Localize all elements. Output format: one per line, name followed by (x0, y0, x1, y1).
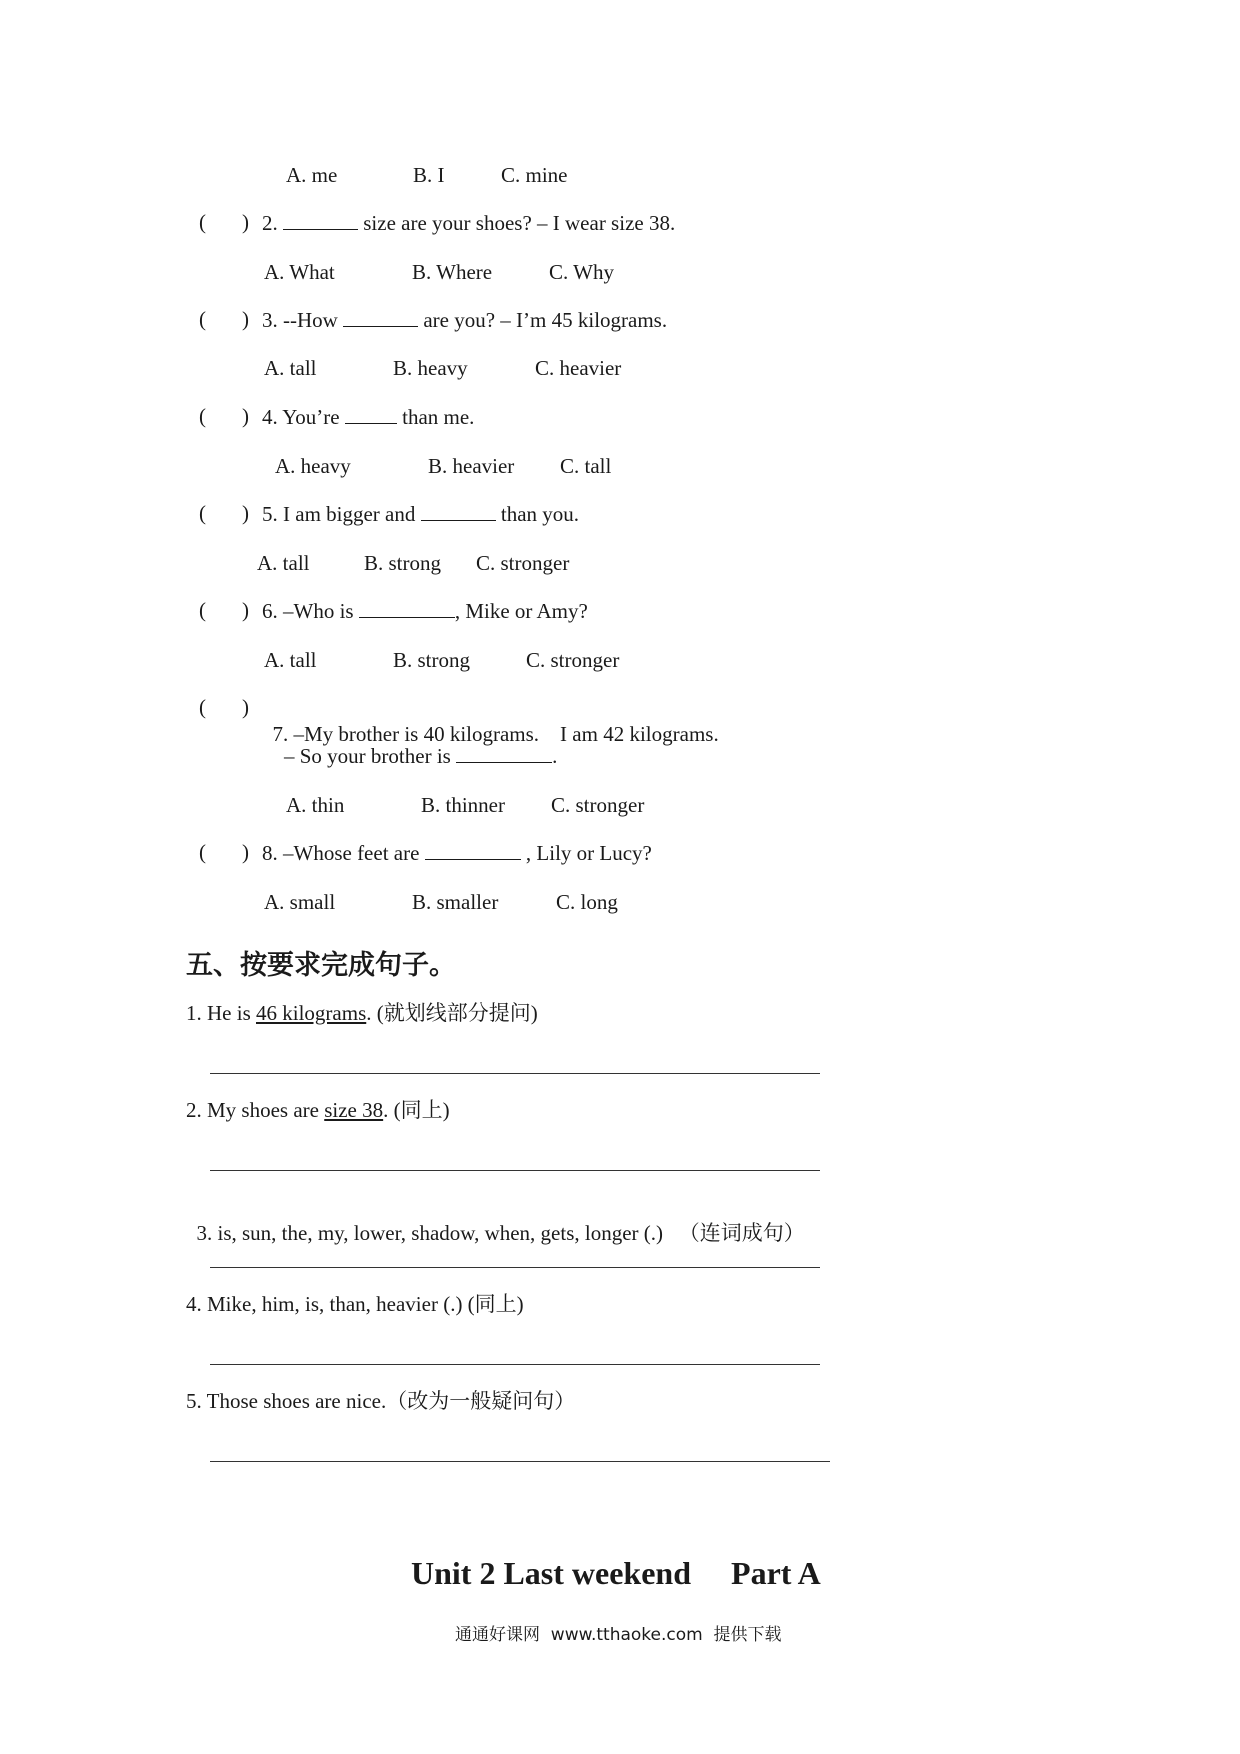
answer-blank (421, 502, 496, 521)
section-heading: 五、按要求完成句子。 (186, 950, 456, 981)
task-number: 1. (186, 1001, 202, 1025)
answer-line[interactable] (210, 1170, 820, 1171)
question-number: 7. (272, 722, 289, 746)
unit-title: Unit 2 Last weekend Part A (411, 1555, 821, 1591)
question-2-stem (262, 210, 675, 236)
answer-blank (425, 841, 521, 860)
q3-option-c: C. heavier (535, 356, 622, 380)
q7-option-b: B. thinner (421, 793, 505, 817)
question-number: 5. (262, 502, 278, 526)
q6-option-c: C. stronger (526, 648, 620, 672)
sentence-task-2 (186, 1097, 450, 1123)
answer-paren-left: ( (199, 840, 206, 864)
q1-option-b: B. I (413, 163, 445, 187)
sentence-task-5 (186, 1388, 575, 1414)
question-text-pre: –Who is (283, 599, 354, 623)
question-text-post: , Mike or Amy? (454, 599, 588, 623)
answer-paren-right: ) (242, 404, 249, 428)
sentence-task-3 (186, 1194, 805, 1246)
q3-option-a: A. tall (264, 356, 317, 380)
page-footer: 通通好课网 www.tthaoke.com 提供下载 (455, 1625, 782, 1645)
question-7-stem (262, 695, 719, 747)
question-text: size are your shoes? – I wear size 38. (363, 211, 676, 235)
answer-paren-left: ( (199, 695, 206, 719)
answer-blank (456, 744, 552, 763)
q5-option-c: C. stronger (476, 551, 570, 575)
q3-option-b: B. heavy (393, 356, 468, 380)
question-text-post: than you. (500, 502, 580, 526)
task-text: is, sun, the, my, lower, shadow, when, gets, longer (.) （连词成句） (217, 1221, 805, 1245)
question-text-pre: --How (283, 308, 338, 332)
answer-blank (359, 599, 455, 618)
answer-paren-right: ) (242, 840, 249, 864)
answer-paren-right: ) (242, 501, 249, 525)
question-number: 6. (262, 599, 278, 623)
question-text-post: than me. (402, 405, 475, 429)
answer-paren-left: ( (199, 307, 206, 331)
answer-paren-right: ) (242, 210, 249, 234)
q2-option-b: B. Where (412, 260, 493, 284)
underlined-phrase: size 38 (324, 1098, 384, 1122)
followup-text-post: . (552, 744, 558, 768)
question-5-stem (262, 501, 579, 527)
question-text-pre: –Whose feet are (283, 841, 420, 865)
answer-line[interactable] (210, 1461, 830, 1462)
answer-paren-left: ( (199, 598, 206, 622)
answer-blank (345, 405, 397, 424)
answer-blank (343, 308, 418, 327)
task-number: 4. (186, 1292, 202, 1316)
q7-option-a: A. thin (286, 793, 345, 817)
question-text-pre: You’re (282, 405, 340, 429)
question-text-pre: –My brother is 40 kilograms. I am 42 kilograms. (293, 722, 719, 746)
answer-paren-right: ) (242, 598, 249, 622)
q1-option-a: A. me (286, 163, 338, 187)
answer-line[interactable] (210, 1364, 820, 1365)
q8-option-a: A. small (264, 890, 336, 914)
question-6-stem (262, 598, 588, 624)
question-8-stem (262, 840, 652, 866)
task-number: 3. (196, 1221, 213, 1245)
q7-option-c: C. stronger (551, 793, 645, 817)
task-number: 2. (186, 1098, 202, 1122)
question-7-followup (284, 743, 557, 769)
sentence-task-4 (186, 1291, 524, 1317)
q5-option-b: B. strong (364, 551, 442, 575)
question-text-pre: I am bigger and (283, 502, 416, 526)
task-text-pre: My shoes are (207, 1098, 319, 1122)
q4-option-b: B. heavier (428, 454, 515, 478)
task-text: Those shoes are nice.（改为一般疑问句） (206, 1389, 576, 1413)
question-4-stem (262, 404, 474, 430)
q2-option-a: A. What (264, 260, 335, 284)
answer-paren-left: ( (199, 501, 206, 525)
answer-paren-left: ( (199, 210, 206, 234)
answer-blank (283, 211, 358, 230)
q8-option-c: C. long (556, 890, 618, 914)
q6-option-b: B. strong (393, 648, 471, 672)
q4-option-c: C. tall (560, 454, 612, 478)
q2-option-c: C. Why (549, 260, 614, 284)
q6-option-a: A. tall (264, 648, 317, 672)
q4-option-a: A. heavy (275, 454, 351, 478)
sentence-task-1 (186, 1000, 538, 1026)
underlined-phrase: 46 kilograms (256, 1001, 367, 1025)
q8-option-b: B. smaller (412, 890, 499, 914)
task-number: 5. (186, 1389, 202, 1413)
question-text-post: , Lily or Lucy? (525, 841, 652, 865)
q5-option-a: A. tall (257, 551, 310, 575)
answer-paren-right: ) (242, 307, 249, 331)
answer-line[interactable] (210, 1267, 820, 1268)
question-text-post: are you? – I’m 45 kilograms. (423, 308, 668, 332)
q1-option-c: C. mine (501, 163, 568, 187)
question-number: 2. (262, 211, 278, 235)
question-number: 3. (262, 308, 278, 332)
task-text: Mike, him, is, than, heavier (.) (同上) (207, 1292, 524, 1316)
answer-paren-right: ) (242, 695, 249, 719)
task-instruction: . (同上) (383, 1098, 450, 1122)
followup-text-pre: – So your brother is (284, 744, 451, 768)
question-number: 4. (262, 405, 278, 429)
task-text-pre: He is (207, 1001, 251, 1025)
task-instruction: . (就划线部分提问) (366, 1001, 538, 1025)
question-number: 8. (262, 841, 278, 865)
answer-line[interactable] (210, 1073, 820, 1074)
question-3-stem (262, 307, 667, 333)
answer-paren-left: ( (199, 404, 206, 428)
